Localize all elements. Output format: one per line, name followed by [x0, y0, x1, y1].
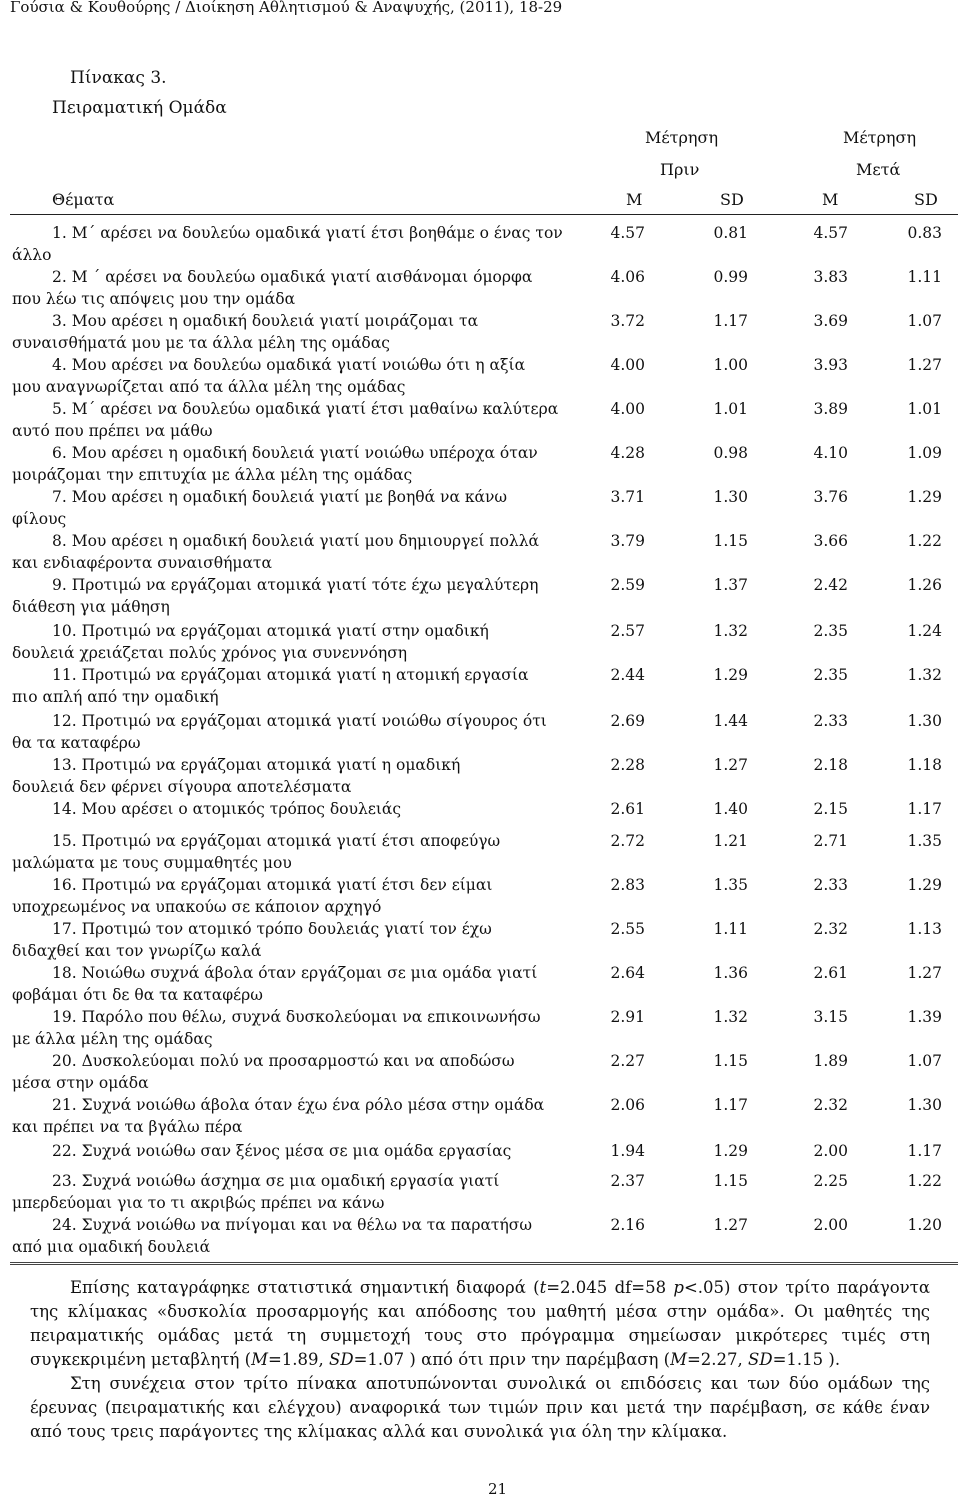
value-m1: 2.27: [610, 1052, 645, 1070]
item-text-line-1: 11. Προτιμώ να εργάζομαι ατομικά γιατί η ατομική εργασία: [52, 666, 529, 684]
value-sd1: 1.29: [713, 1142, 748, 1160]
item-text: [12, 620, 572, 664]
value-sd2: 1.30: [907, 1096, 942, 1114]
item-text-line-2: φίλους: [12, 510, 67, 528]
item-text-line-2: μπερδεύομαι για το τι ακριβώς πρέπει να κάνω: [12, 1194, 385, 1212]
value-sd1: 1.30: [713, 488, 748, 506]
item-text-line-2: αυτό που πρέπει να μάθω: [12, 422, 213, 440]
value-m2: 2.33: [813, 712, 848, 730]
value-m1: 4.00: [610, 356, 645, 374]
column-header-m-before: M: [626, 190, 643, 209]
value-sd2: 1.07: [907, 312, 942, 330]
item-text-line-1: 14. Μου αρέσει ο ατομικός τρόπος δουλειάς: [52, 800, 402, 818]
value-sd1: 1.01: [713, 400, 748, 418]
value-sd1: 1.17: [713, 312, 748, 330]
value-sd1: 1.40: [713, 800, 748, 818]
item-text-line-1: 22. Συχνά νοιώθω σαν ξένος μέσα σε μια ομάδα εργασίας: [52, 1142, 512, 1160]
table-header-rule: [10, 214, 958, 215]
value-sd2: 1.35: [907, 832, 942, 850]
value-m2: 2.15: [813, 800, 848, 818]
item-text: [12, 310, 572, 354]
value-m2: 2.32: [813, 920, 848, 938]
value-sd1: 1.27: [713, 1216, 748, 1234]
item-text-line-1: 24. Συχνά νοιώθω να πνίγομαι και να θέλω να τα παρατήσω: [52, 1216, 533, 1234]
item-text-line-2: δουλειά χρειάζεται πολύς χρόνος για συνεννόηση: [12, 644, 408, 662]
item-text-line-1: 6. Μου αρέσει η ομαδική δουλειά γιατί νοιώθω υπέροχα όταν: [52, 444, 538, 462]
value-m2: 2.42: [813, 576, 848, 594]
value-m1: 2.28: [610, 756, 645, 774]
value-m1: 4.28: [610, 444, 645, 462]
value-sd2: 1.27: [907, 964, 942, 982]
value-m2: 2.00: [813, 1216, 848, 1234]
value-m1: 2.72: [610, 832, 645, 850]
item-text-line-1: 16. Προτιμώ να εργάζομαι ατομικά γιατί έτσι δεν είμαι: [52, 876, 493, 894]
value-sd1: 1.44: [713, 712, 748, 730]
item-text-line-1: 4. Μου αρέσει να δουλεύω ομαδικά γιατί νοιώθω ότι η αξία: [52, 356, 526, 374]
value-m2: 4.57: [813, 224, 848, 242]
item-text-line-1: 13. Προτιμώ να εργάζομαι ατομικά γιατί η ομαδική: [52, 756, 461, 774]
paragraph-2: Στη συνέχεια στον τρίτο πίνακα αποτυπώνονται συνολικά οι επιδόσεις και των δύο ομάδων της έρευνας (πειραματικής και ελέγχου) αναφορικά των τιμών πριν και μετά την παρέμβαση, σε κάθε έναν από τους τρεις παράγοντες της κλίμακας αλλά και συνολικά για όλη την κλίμακα.: [30, 1374, 930, 1441]
item-text: [12, 1170, 572, 1214]
value-m1: 2.83: [610, 876, 645, 894]
column-header-items: Θέματα: [52, 190, 115, 209]
item-text-line-2: θα τα καταφέρω: [12, 734, 141, 752]
value-m2: 2.32: [813, 1096, 848, 1114]
item-text-line-2: από μια ομαδική δουλειά: [12, 1238, 211, 1256]
item-text: [12, 354, 572, 398]
value-sd2: 0.83: [907, 224, 942, 242]
value-sd1: 1.11: [713, 920, 748, 938]
value-m2: 3.83: [813, 268, 848, 286]
value-m2: 2.00: [813, 1142, 848, 1160]
item-text-line-2: μοιράζομαι την επιτυχία με άλλα μέλη της ομάδας: [12, 466, 413, 484]
item-text: [12, 830, 572, 874]
value-sd2: 1.22: [907, 1172, 942, 1190]
item-text: [12, 398, 572, 442]
item-text-line-2: μου αναγνωρίζεται από τα άλλα μέλη της ομάδας: [12, 378, 406, 396]
item-text: [12, 798, 572, 820]
value-sd2: 1.24: [907, 622, 942, 640]
value-m2: 2.18: [813, 756, 848, 774]
value-sd1: 1.17: [713, 1096, 748, 1114]
value-sd1: 1.21: [713, 832, 748, 850]
value-m2: 2.25: [813, 1172, 848, 1190]
item-text: [12, 442, 572, 486]
value-sd2: 1.29: [907, 488, 942, 506]
item-text: [12, 710, 572, 754]
value-m1: 2.06: [610, 1096, 645, 1114]
value-sd1: 0.81: [713, 224, 748, 242]
value-m1: 3.72: [610, 312, 645, 330]
value-sd1: 1.00: [713, 356, 748, 374]
item-text-line-1: 5. Μ΄ αρέσει να δουλεύω ομαδικά γιατί έτσι μαθαίνω καλύτερα: [52, 400, 559, 418]
value-sd2: 1.17: [907, 1142, 942, 1160]
value-m2: 2.35: [813, 622, 848, 640]
table-bottom-rule: [10, 1262, 958, 1265]
value-sd1: 0.99: [713, 268, 748, 286]
item-text-line-1: 3. Μου αρέσει η ομαδική δουλειά γιατί μοιράζομαι τα: [52, 312, 479, 330]
item-text-line-2: μαλώματα με τους συμμαθητές μου: [12, 854, 292, 872]
item-text-line-1: 12. Προτιμώ να εργάζομαι ατομικά γιατί νοιώθω σίγουρος ότι: [52, 712, 547, 730]
paragraph-1: Επίσης καταγράφηκε στατιστικά σημαντική διαφορά (t=2.045 df=58 p<.05) στον τρίτο παράγοντα της κλίμακας «δυσκολία προσαρμογής και απόδοσης του μαθητή μέσα στην ομάδα». Οι μαθητές της πειραματικής ομάδας μετά τη συμμετοχή τους στο πρόγραμμα σημείωσαν μικρότερες τιμές στη συγκεκριμένη μεταβλητή (M=1.89, SD=1.07 ) από ότι πριν την παρέμβαση (M=2.27, SD=1.15 ).: [30, 1278, 930, 1369]
value-sd2: 1.32: [907, 666, 942, 684]
value-sd1: 1.32: [713, 1008, 748, 1026]
item-text: [12, 266, 572, 310]
value-m1: 4.00: [610, 400, 645, 418]
value-sd2: 1.22: [907, 532, 942, 550]
running-head: Γούσια & Κουθούρης / Διοίκηση Αθλητισμού & Αναψυχής, (2011), 18-29: [10, 0, 563, 16]
item-text: [12, 962, 572, 1006]
value-m2: 3.93: [813, 356, 848, 374]
value-sd1: 1.37: [713, 576, 748, 594]
value-m2: 3.69: [813, 312, 848, 330]
value-sd1: 1.15: [713, 532, 748, 550]
measure-after-label: Μέτρηση: [843, 128, 917, 147]
value-sd2: 1.26: [907, 576, 942, 594]
item-text-line-2: συναισθήματά μου με τα άλλα μέλη της ομάδας: [12, 334, 390, 352]
item-text-line-2: φοβάμαι ότι δε θα τα καταφέρω: [12, 986, 263, 1004]
value-m1: 4.57: [610, 224, 645, 242]
value-sd2: 1.07: [907, 1052, 942, 1070]
value-sd2: 1.20: [907, 1216, 942, 1234]
value-sd1: 1.15: [713, 1172, 748, 1190]
value-m2: 3.89: [813, 400, 848, 418]
value-m1: 3.79: [610, 532, 645, 550]
item-text: [12, 530, 572, 574]
item-text-line-1: 8. Μου αρέσει η ομαδική δουλειά γιατί μου δημιουργεί πολλά: [52, 532, 540, 550]
item-text-line-1: 9. Προτιμώ να εργάζομαι ατομικά γιατί τότε έχω μεγαλύτερη: [52, 576, 539, 594]
item-text: [12, 874, 572, 918]
item-text-line-2: διδαχθεί και τον γνωρίζω καλά: [12, 942, 262, 960]
value-m1: 2.69: [610, 712, 645, 730]
value-sd1: 1.29: [713, 666, 748, 684]
column-header-m-after: M: [822, 190, 839, 209]
value-sd2: 1.18: [907, 756, 942, 774]
item-text: [12, 1006, 572, 1050]
item-text-line-1: 1. Μ΄ αρέσει να δουλεύω ομαδικά γιατί έτσι βοηθάμε ο ένας τον: [52, 224, 563, 242]
body-text: [30, 1276, 930, 1444]
measure-before-label: Μέτρηση: [645, 128, 719, 147]
item-text-line-2: πιο απλή από την ομαδική: [12, 688, 219, 706]
value-m1: 2.16: [610, 1216, 645, 1234]
value-m1: 2.64: [610, 964, 645, 982]
item-text-line-2: δουλειά δεν φέρνει σίγουρα αποτελέσματα: [12, 778, 352, 796]
page-number: 21: [488, 1480, 508, 1498]
value-m2: 2.61: [813, 964, 848, 982]
value-sd2: 1.11: [907, 268, 942, 286]
item-text: [12, 1094, 572, 1138]
item-text-line-2: και πρέπει να τα βγάλω πέρα: [12, 1118, 243, 1136]
item-text-line-1: 15. Προτιμώ να εργάζομαι ατομικά γιατί έτσι αποφεύγω: [52, 832, 501, 850]
value-sd2: 1.17: [907, 800, 942, 818]
value-m1: 2.91: [610, 1008, 645, 1026]
value-sd2: 1.39: [907, 1008, 942, 1026]
column-header-sd-before: SD: [720, 190, 744, 209]
value-sd1: 1.27: [713, 756, 748, 774]
value-m1: 4.06: [610, 268, 645, 286]
item-text-line-1: 10. Προτιμώ να εργάζομαι ατομικά γιατί στην ομαδική: [52, 622, 489, 640]
item-text: [12, 754, 572, 798]
item-text-line-1: 21. Συχνά νοιώθω άβολα όταν έχω ένα ρόλο μέσα στην ομάδα: [52, 1096, 545, 1114]
measure-after-sublabel: Μετά: [856, 160, 901, 179]
item-text-line-2: υποχρεωμένος να υπακούω σε κάποιον αρχηγό: [12, 898, 382, 916]
item-text: [12, 1050, 572, 1094]
value-sd1: 1.36: [713, 964, 748, 982]
value-m1: 2.59: [610, 576, 645, 594]
value-m1: 2.57: [610, 622, 645, 640]
value-m2: 2.35: [813, 666, 848, 684]
column-header-sd-after: SD: [914, 190, 938, 209]
value-sd2: 1.27: [907, 356, 942, 374]
item-text-line-2: μέσα στην ομάδα: [12, 1074, 149, 1092]
value-sd2: 1.09: [907, 444, 942, 462]
value-sd1: 1.35: [713, 876, 748, 894]
item-text-line-2: και ενδιαφέροντα συναισθήματα: [12, 554, 272, 572]
value-m2: 3.76: [813, 488, 848, 506]
item-text-line-2: άλλο: [12, 246, 52, 264]
item-text-line-2: που λέω τις απόψεις μου την ομάδα: [12, 290, 296, 308]
value-m2: 1.89: [813, 1052, 848, 1070]
value-m2: 2.71: [813, 832, 848, 850]
value-sd2: 1.29: [907, 876, 942, 894]
measure-before-sublabel: Πριν: [660, 160, 700, 179]
value-m1: 1.94: [610, 1142, 645, 1160]
item-text: [12, 1140, 572, 1162]
value-sd2: 1.13: [907, 920, 942, 938]
value-sd1: 1.15: [713, 1052, 748, 1070]
item-text-line-1: 7. Μου αρέσει η ομαδική δουλειά γιατί με βοηθά να κάνω: [52, 488, 508, 506]
item-text-line-1: 2. Μ ΄ αρέσει να δουλεύω ομαδικά γιατί αισθάνομαι όμορφα: [52, 268, 533, 286]
item-text: [12, 1214, 572, 1258]
item-text-line-2: με άλλα μέλη της ομάδας: [12, 1030, 213, 1048]
value-m2: 3.15: [813, 1008, 848, 1026]
value-m2: 4.10: [813, 444, 848, 462]
table-group-label: Πειραματική Ομάδα: [52, 98, 227, 118]
value-sd1: 0.98: [713, 444, 748, 462]
value-m1: 2.44: [610, 666, 645, 684]
value-m1: 2.55: [610, 920, 645, 938]
item-text-line-1: 19. Παρόλο που θέλω, συχνά δυσκολεύομαι να επικοινωνήσω: [52, 1008, 541, 1026]
item-text-line-1: 23. Συχνά νοιώθω άσχημα σε μια ομαδική εργασία γιατί: [52, 1172, 500, 1190]
item-text: [12, 486, 572, 530]
item-text: [12, 222, 572, 266]
value-m1: 2.37: [610, 1172, 645, 1190]
value-sd2: 1.01: [907, 400, 942, 418]
item-text-line-1: 20. Δυσκολεύομαι πολύ να προσαρμοστώ και να αποδώσω: [52, 1052, 515, 1070]
item-text-line-2: διάθεση για μάθηση: [12, 598, 170, 616]
value-sd2: 1.30: [907, 712, 942, 730]
item-text: [12, 918, 572, 962]
value-m1: 2.61: [610, 800, 645, 818]
item-text-line-1: 17. Προτιμώ τον ατομικό τρόπο δουλειάς γιατί τον έχω: [52, 920, 492, 938]
item-text: [12, 574, 572, 618]
table-caption: Πίνακας 3.: [70, 68, 167, 88]
value-m1: 3.71: [610, 488, 645, 506]
value-m2: 2.33: [813, 876, 848, 894]
item-text: [12, 664, 572, 708]
item-text-line-1: 18. Νοιώθω συχνά άβολα όταν εργάζομαι σε μια ομάδα γιατί: [52, 964, 538, 982]
value-sd1: 1.32: [713, 622, 748, 640]
value-m2: 3.66: [813, 532, 848, 550]
